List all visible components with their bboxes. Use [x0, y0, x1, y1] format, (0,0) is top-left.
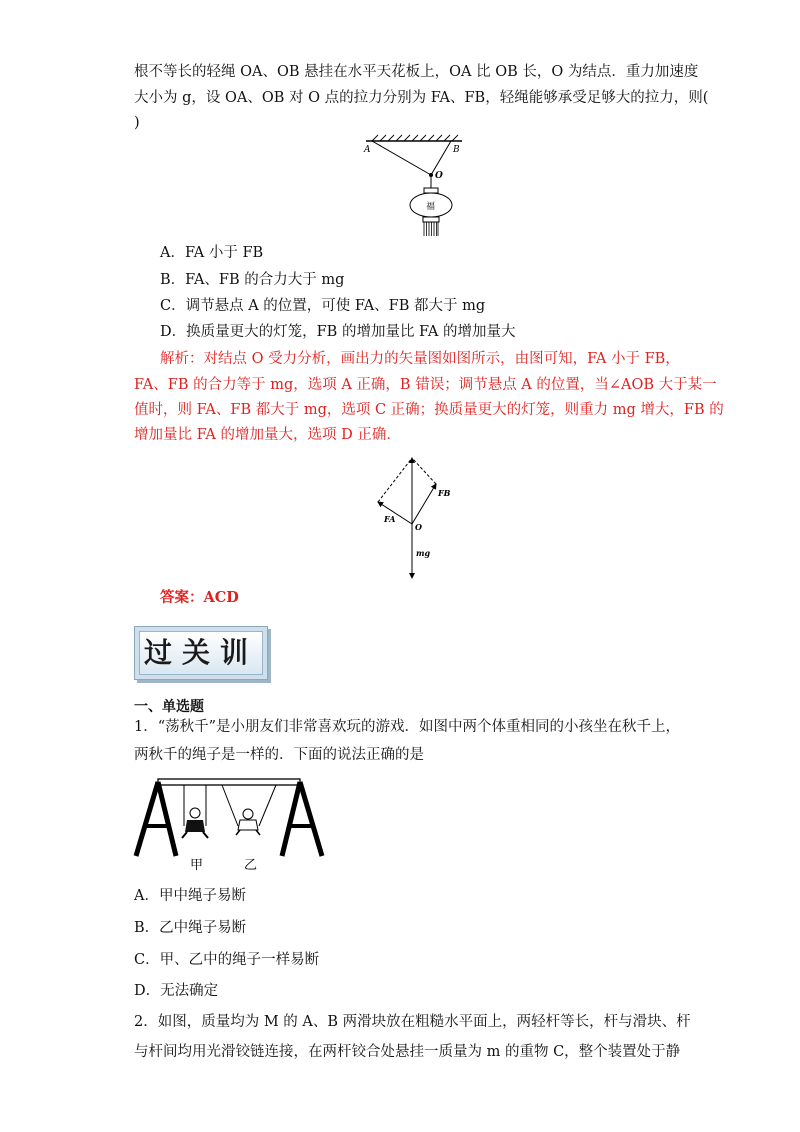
swing-figure — [132, 776, 328, 876]
label-fb: FB — [438, 488, 451, 498]
section-heading: 一、单选题 — [134, 699, 204, 715]
analysis-line-3: 值时，则 FA、FB 都大于 mg，选项 C 正确；换质量更大的灯笼，则重力 mg 增大，FB 的 — [134, 402, 724, 418]
option-a: A．FA 小于 FB — [160, 245, 264, 261]
option-b: B．FA、FB 的合力大于 mg — [160, 272, 345, 288]
q1-option-b: B．乙中绳子易断 — [134, 920, 247, 936]
analysis-line-2: FA、FB 的合力等于 mg，选项 A 正确，B 错误；调节悬点 A 的位置，当∠AOB 大于某一 — [134, 377, 717, 393]
problem-intro-line-3: ) — [134, 115, 140, 131]
label-yi: 乙 — [244, 858, 258, 873]
analysis-line-1: 解析：对结点 O 受力分析，画出力的矢量图如图所示，由图可知，FA 小于 FB， — [160, 351, 680, 367]
lantern-figure — [360, 132, 470, 244]
q2-line-1: 2．如图，质量均为 M 的 A、B 两滑块放在粗糙水平面上，两轻杆等长，杆与滑块、杆 — [134, 1014, 691, 1030]
force-diagram — [370, 450, 460, 582]
label-o2: O — [415, 522, 422, 532]
problem-intro-line-2: 大小为 g，设 OA、OB 对 O 点的拉力分别为 FA、FB，轻绳能够承受足够大的拉力，则( — [134, 90, 709, 106]
q1-option-d: D．无法确定 — [134, 983, 219, 999]
label-b: B — [453, 145, 460, 155]
label-a: A — [364, 145, 371, 155]
problem-intro-line-1: 根不等长的轻绳 OA、OB 悬挂在水平天花板上，OA 比 OB 长，O 为结点．重力加速度 — [134, 64, 699, 80]
lantern-char: 福 — [426, 202, 436, 212]
banner-title: 过关训 — [139, 631, 263, 675]
answer: 答案：ACD — [160, 589, 239, 606]
label-o: O — [435, 171, 443, 181]
label-jia: 甲 — [190, 858, 204, 873]
q1-line-1: 1．“荡秋千”是小朋友们非常喜欢玩的游戏．如图中两个体重相同的小孩坐在秋千上， — [134, 719, 681, 735]
q1-line-2: 两秋千的绳子是一样的．下面的说法正确的是 — [134, 747, 424, 763]
option-c: C．调节悬点 A 的位置，可使 FA、FB 都大于 mg — [160, 298, 486, 314]
label-fa: FA — [384, 514, 396, 524]
analysis-line-4: 增加量比 FA 的增加量大，选项 D 正确． — [134, 427, 401, 443]
label-mg: mg — [416, 548, 431, 558]
section-banner — [134, 626, 268, 680]
q1-option-c: C．甲、乙中的绳子一样易断 — [134, 952, 320, 968]
q1-option-a: A．甲中绳子易断 — [134, 888, 246, 904]
option-d: D．换质量更大的灯笼，FB 的增加量比 FA 的增加量大 — [160, 324, 516, 340]
q2-line-2: 与杆间均用光滑铰链连接，在两杆铰合处悬挂一质量为 m 的重物 C，整个装置处于静 — [134, 1044, 681, 1060]
